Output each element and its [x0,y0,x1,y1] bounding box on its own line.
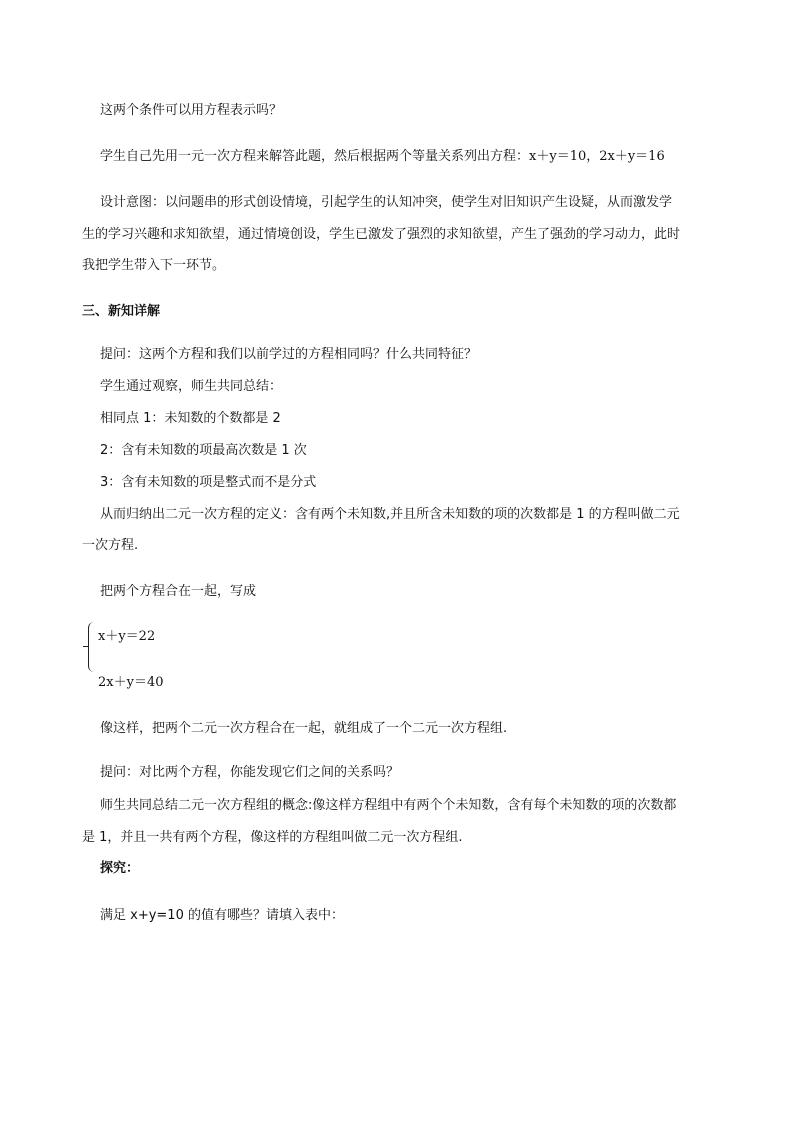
question-2: 提问：对比两个方程，你能发现它们之间的关系吗？ [100,765,400,780]
common-point-2: 2：含有未知数的项最高次数是 1 次 [100,443,307,458]
paragraph-text: 学生自己先用一元一次方程来解答此题，然后根据两个等量关系列出方程： [100,149,530,164]
explore-question: 满足 x+y=10 的值有哪些？请填入表中： [100,908,344,923]
common-point-3: 3：含有未知数的项是整式而不是分式 [100,475,317,490]
design-intent-line-2: 生的学习兴趣和求知欲望，通过情境创设，学生已激发了强烈的求知欲望，产生了强劲的学习动力，此时 [82,227,681,242]
paragraph-student-equations [100,148,665,166]
combine-line: 把两个方程合在一起，写成 [100,584,257,599]
design-intent-line-3: 我把学生带入下一环节。 [82,258,226,273]
definition-line-2: 一次方程. [82,538,139,553]
observation-line: 学生通过观察，师生共同总结： [100,379,283,394]
system-equation-1: x＋y＝22 [98,629,156,644]
section-title: 三、新知详解 [82,304,161,319]
explore-title: 探究： [100,861,140,876]
system-definition: 像这样，把两个二元一次方程合在一起，就组成了一个二元一次方程组. [100,721,508,736]
common-point-1: 相同点 1：未知数的个数都是 2 [100,411,281,426]
question-1: 提问：这两个方程和我们以前学过的方程相同吗？什么共同特征？ [100,347,478,362]
concept-line-2: 是 1，并且一共有两个方程，像这样的方程组叫做二元一次方程组. [82,830,463,845]
system-equation-2: 2x＋y＝40 [98,675,164,690]
paragraph-question: 这两个条件可以用方程表示吗？ [100,103,283,118]
design-intent-line-1: 设计意图：以问题串的形式创设情境，引起学生的认知冲突，使学生对旧知识产生设疑，从而激发学 [100,195,673,210]
concept-line-1: 师生共同总结二元一次方程组的概念:像这样方程组中有两个个未知数，含有每个未知数的项的次数都 [100,798,677,813]
inline-equations: x＋y＝10，2x＋y＝16 [529,149,665,164]
definition-line-1: 从而归纳出二元一次方程的定义：含有两个未知数,并且所含未知数的项的次数都是 1 的方程叫做二元 [100,507,680,522]
